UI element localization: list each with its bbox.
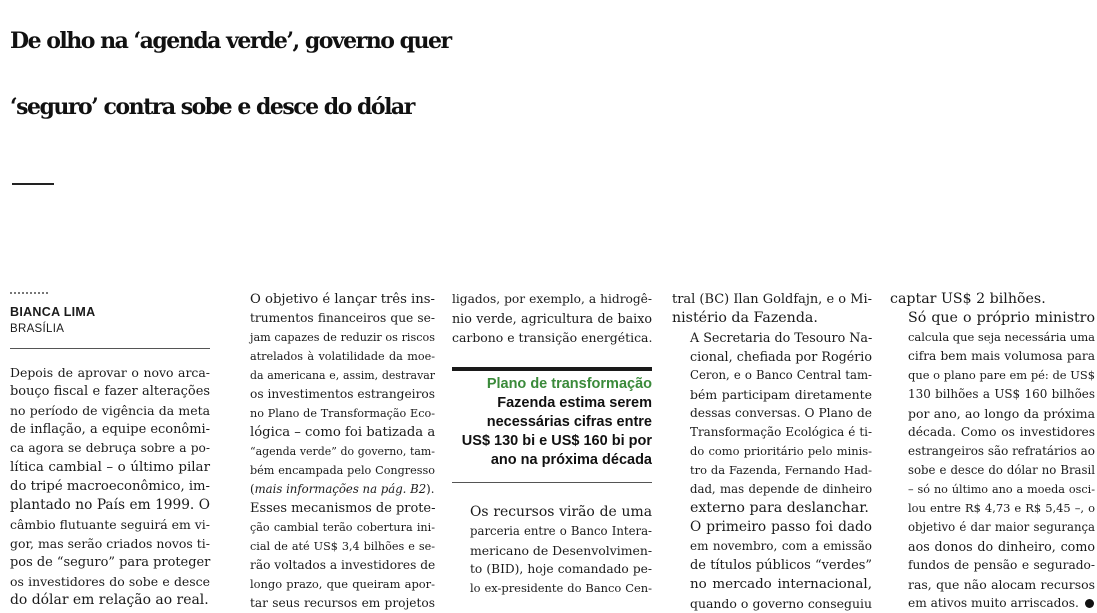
text-line: cifra bem mais volumosa para [908, 349, 1095, 363]
text-line: longo prazo, que queiram apor- [250, 577, 435, 591]
text-line: lógica – como foi batizada a [250, 425, 436, 440]
text-line [232, 480, 435, 499]
text-line: Esses mecanismos de prote- [250, 501, 436, 516]
text-line: no Plano de Transformação Eco- [250, 407, 435, 420]
paragraph [672, 328, 872, 518]
subheadline [12, 168, 1097, 240]
deck-rule [12, 183, 54, 185]
highlight-text [452, 394, 652, 470]
paragraph [890, 309, 1095, 613]
text-line: tar seus recursos em projetos [250, 596, 435, 610]
text-line: fundos de pensão e segurado- [908, 558, 1095, 572]
text-line: de inflação, a equipe econômi- [10, 422, 210, 437]
subheadline-line-1 [12, 168, 1097, 204]
highlight-line: necessárias cifras entre [486, 414, 652, 430]
paren-open: ( [250, 482, 255, 496]
paragraph [10, 363, 210, 610]
byline-location: BRASÍLIA [10, 323, 65, 335]
text-line: atrelados à volatilidade da moe- [250, 350, 435, 363]
text-line: objetivo é dar maior segurança [908, 520, 1095, 534]
highlight-divider [452, 482, 652, 483]
byline-divider [10, 348, 210, 349]
text-line: nio verde, agricultura de baixo [452, 311, 652, 326]
text-line: rão voltados a investidores de [250, 558, 436, 572]
paragraph [672, 518, 872, 613]
text-line: lo ex-presidente do Banco Cen- [470, 581, 652, 595]
paragraph [232, 290, 435, 499]
text-line: no período de vigência da meta [10, 403, 210, 418]
text-line: bém encampada pelo Congresso [250, 464, 435, 477]
highlight-kicker: Plano de transformação [486, 376, 652, 392]
text-line: década. Como os investidores [908, 425, 1095, 439]
column-5 [890, 290, 1095, 613]
text-line: parceria entre o Banco Intera- [470, 524, 652, 538]
highlight-box [452, 367, 652, 483]
text-line: estrangeiros são refratários ao [908, 444, 1095, 458]
text-line: – só no último ano a moeda osci- [908, 483, 1095, 496]
highlight-line: Fazenda estima serem [497, 395, 652, 411]
subheadline-line-2 [12, 204, 1097, 240]
text-line: externo para deslanchar. [690, 500, 869, 516]
text-line: gor, mas serão criados novos ti- [10, 536, 210, 551]
paragraph [232, 499, 435, 613]
text-line: do tripé macroeconômico, im- [10, 479, 211, 494]
text-line: em novembro, com a emissão [690, 539, 872, 553]
text-line: câmbio flutuante seguirá em vi- [10, 517, 210, 532]
text-line: no mercado internacional, [690, 577, 872, 592]
highlight-line: US$ 130 bi e US$ 160 bi por [461, 433, 652, 449]
text-line: ca agora se debruça sobre a po- [10, 441, 210, 455]
column-4 [672, 290, 872, 613]
text-line: tro da Fazenda, Fernando Had- [690, 463, 872, 477]
text-line: plantado no País em 1999. O [10, 497, 210, 513]
text-line: ligados, por exemplo, a hidrogê- [452, 292, 652, 306]
text-line: aos donos do dinheiro, como [908, 539, 1095, 554]
column-2 [232, 290, 435, 613]
text-line: pos de “seguro” para proteger [10, 555, 211, 570]
text-line: trumentos financeiros que se- [250, 311, 435, 325]
text-line: 130 bilhões a US$ 160 bilhões [908, 387, 1095, 401]
column-3 [452, 290, 652, 598]
text-line: por ano, ao longo da próxima [908, 406, 1095, 421]
paragraph [672, 290, 872, 328]
text-line: carbono e transição energética. [452, 330, 653, 345]
text-line: ção cambial terão cobertura ini- [250, 521, 435, 534]
text-line: os investidores do sobe e desce [10, 574, 210, 589]
text-line: to (BID), hoje comandado pe- [470, 562, 652, 576]
end-of-article-bullet-icon [1085, 599, 1094, 608]
text-line: tral (BC) Ilan Goldfajn, e o Mi- [672, 292, 872, 307]
text-line: bouço fiscal e fazer alterações [10, 384, 210, 399]
headline-line-1: De olho na ‘agenda verde’, governo quer [10, 28, 451, 54]
text-line: do como prioritário pelo minis- [690, 444, 872, 458]
text-line: Depois de aprovar o novo arca- [10, 365, 210, 380]
text-line: Os recursos virão de uma [470, 504, 652, 520]
text-line: Transformação Ecológica é ti- [690, 425, 872, 439]
paragraph [452, 290, 652, 347]
text-line: sobe e desce do dólar no Brasil [908, 463, 1095, 477]
text-line: lou entre R$ 4,73 e R$ 5,45 –, o [908, 501, 1095, 515]
text-line [890, 594, 1095, 613]
text-line: ras, que não alocam recursos [908, 577, 1095, 592]
highlight-line: ano na próxima década [490, 452, 652, 468]
headline [10, 8, 1095, 140]
paragraph [890, 290, 1095, 309]
paren-close: ). [426, 482, 435, 496]
headline-line-2: ‘seguro’ contra sobe e desce do dólar [10, 94, 414, 120]
text-line: “agenda verde” do governo, tam- [250, 445, 435, 458]
text-line: O objetivo é lançar três ins- [250, 292, 435, 307]
text-line-content: em ativos muito arriscados. [908, 596, 1079, 610]
text-line: nistério da Fazenda. [672, 310, 818, 326]
text-line: quando o governo conseguiu [690, 596, 872, 611]
text-line: os investimentos estrangeiros [250, 387, 435, 401]
byline-dots [10, 292, 48, 294]
text-line: captar US$ 2 bilhões. [890, 291, 1046, 307]
text-line: dad, mas depende de dinheiro [690, 482, 872, 496]
text-line: do dólar em relação ao real. [10, 592, 209, 608]
text-line: de títulos públicos “verdes” [690, 558, 872, 573]
byline-author: BIANCA LIMA [10, 305, 96, 319]
text-line: Ceron, e o Banco Central tam- [690, 368, 872, 382]
text-line: Só que o próprio ministro [908, 310, 1095, 326]
text-line: mericano de Desenvolvimen- [470, 543, 653, 558]
text-line: da americana e, assim, destravar [250, 369, 435, 382]
text-line: O primeiro passo foi dado [690, 519, 872, 535]
text-line: bém participam diretamente [690, 387, 872, 402]
column-1 [10, 290, 210, 610]
text-line: A Secretaria do Tesouro Na- [690, 330, 873, 345]
text-line: cial de até US$ 3,4 bilhões e se- [250, 540, 435, 553]
text-line: dessas conversas. O Plano de [690, 406, 872, 420]
text-line: jam capazes de reduzir os riscos [250, 331, 435, 344]
text-line: lítica cambial – o último pilar [10, 460, 210, 475]
text-line: calcula que seja necessária uma [908, 330, 1095, 344]
text-line: que o plano pare em pé: de US$ [908, 368, 1095, 382]
page-reference: mais informações na pág. B2 [254, 482, 427, 496]
text-line: cional, chefiada por Rogério [690, 349, 872, 364]
paragraph [452, 503, 652, 598]
